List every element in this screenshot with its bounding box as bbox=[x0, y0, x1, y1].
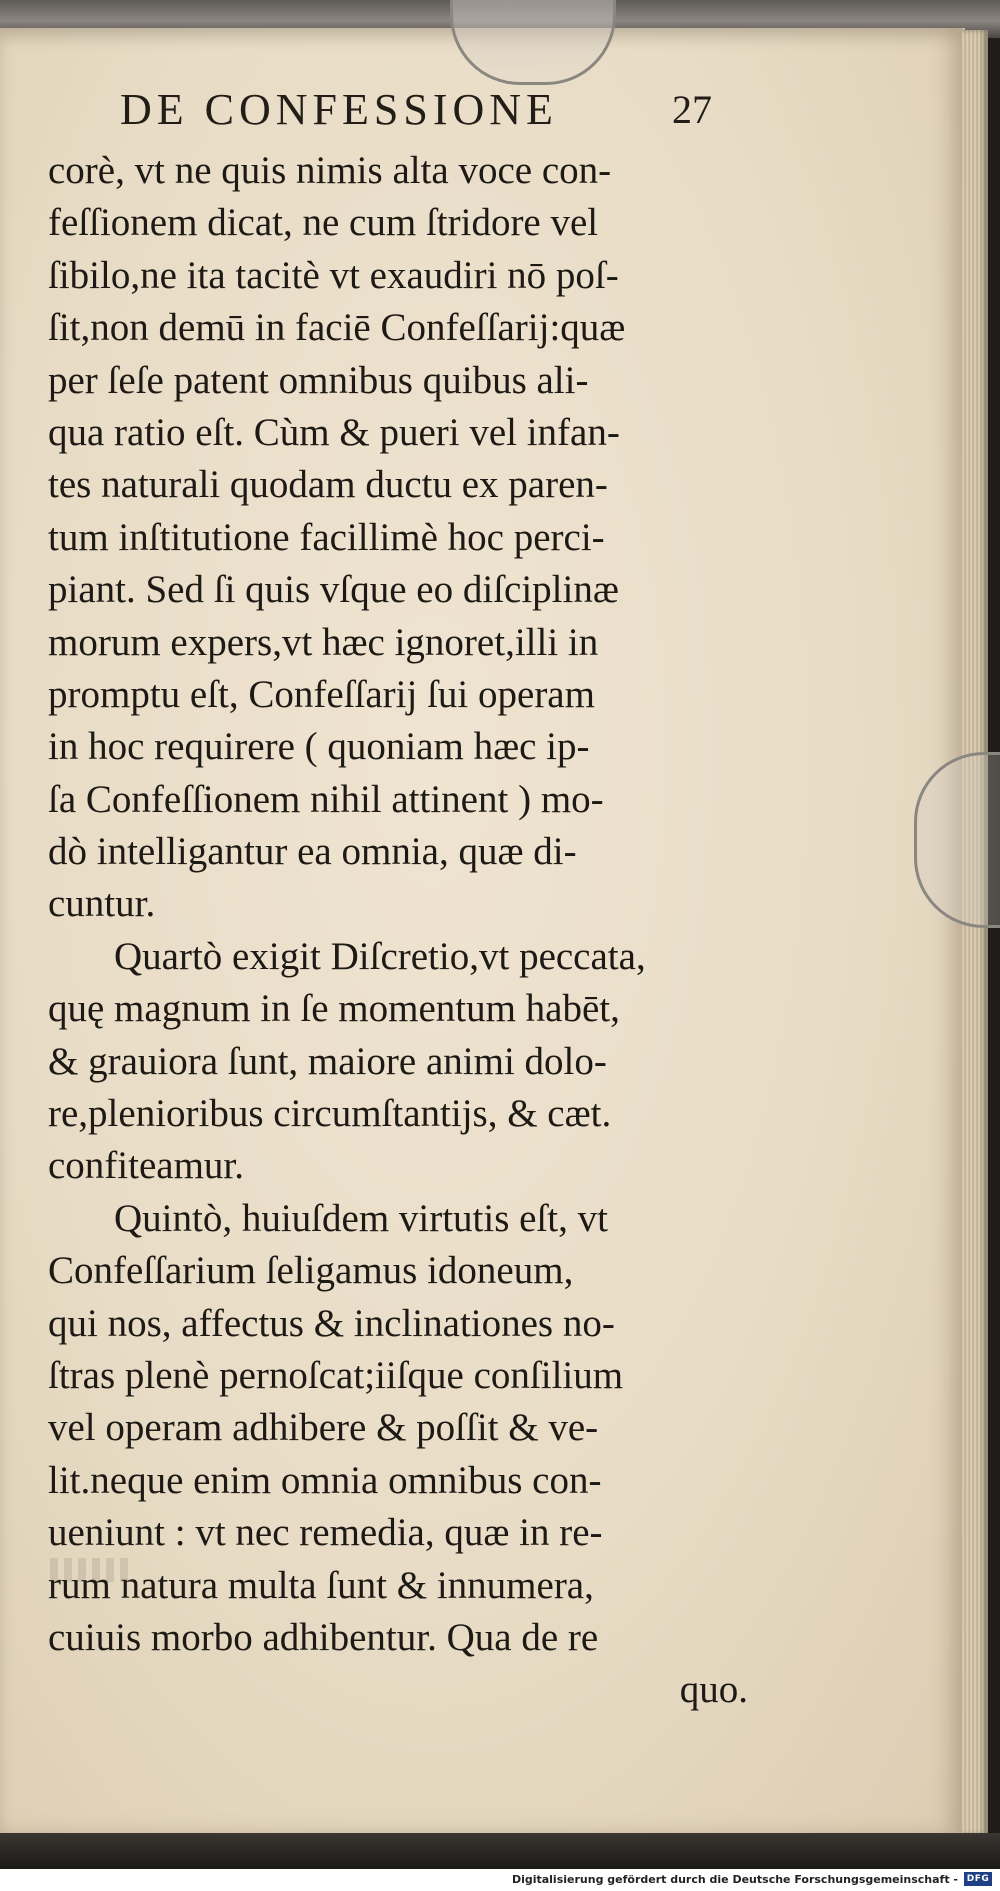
text-line: quę magnum in ſe momentum habēt, bbox=[48, 987, 620, 1031]
text-line: promptu eſt, Confeſſarij ſui operam bbox=[48, 672, 595, 716]
text-line: dò intelligantur ea omnia, quæ di- bbox=[48, 830, 577, 874]
text-line: ueniunt : vt nec remedia, quæ in re- bbox=[48, 1511, 603, 1555]
text-line: ſit,non demū in faciē Confeſſarij:quæ bbox=[48, 306, 626, 350]
digitization-credit: Digitalisierung gefördert durch die Deutsche Forschungsgemeinschaft - bbox=[511, 1873, 958, 1886]
text-line: corè, vt ne quis nimis alta voce con- bbox=[48, 149, 612, 192]
page-stack-edge bbox=[962, 30, 988, 1835]
paragraph-start-line: Quartò exigit Diſcretio,vt peccata, bbox=[114, 934, 646, 978]
running-head: DE CONFESSIONE bbox=[120, 85, 558, 134]
text-line: ſibilo,ne ita tacitè vt exaudiri nō poſ- bbox=[48, 253, 619, 297]
text-line: vel operam adhibere & poſſit & ve- bbox=[48, 1406, 599, 1450]
page-number: 27 bbox=[672, 87, 712, 132]
dfg-logo: DFG bbox=[964, 1872, 992, 1886]
text-line: qui nos, affectus & inclinationes no- bbox=[48, 1301, 615, 1345]
text-line: tum inſtitutione facillimè hoc perci- bbox=[48, 515, 605, 559]
text-line: & grauiora ſunt, maiore animi dolo- bbox=[48, 1039, 607, 1083]
paragraph-start-line: Quintò, huiuſdem virtutis eſt, vt bbox=[114, 1196, 608, 1240]
text-line: in hoc requirere ( quoniam hæc ip- bbox=[48, 725, 590, 769]
text-line: tes naturali quodam ductu ex paren- bbox=[48, 463, 608, 507]
text-line: feſſionem dicat, ne cum ſtridore vel bbox=[48, 201, 599, 245]
text-line: confiteamur. bbox=[48, 1144, 245, 1188]
book-bottom-edge bbox=[0, 1833, 1000, 1869]
text-line: Confeſſarium ſeligamus idoneum, bbox=[48, 1249, 574, 1293]
text-line: cuntur. bbox=[48, 882, 156, 926]
text-line: rum natura multa ſunt & innumera, bbox=[48, 1563, 594, 1607]
text-line: ſtras plenè pernoſcat;iiſque conſilium bbox=[48, 1353, 624, 1397]
text-line: lit.neque enim omnia omnibus con- bbox=[48, 1458, 602, 1502]
text-body bbox=[48, 145, 748, 1717]
text-line: morum expers,vt hæc ignoret,illi in bbox=[48, 620, 599, 664]
text-line: piant. Sed ſi quis vſque eo diſciplinæ bbox=[48, 568, 619, 612]
ink-bleed-through bbox=[50, 1558, 130, 1582]
text-line: qua ratio eſt. Cùm & pueri vel infan- bbox=[48, 410, 620, 454]
text-line: ſa Confeſſionem nihil attinent ) mo- bbox=[48, 777, 604, 821]
text-line: cuiuis morbo adhibentur. Qua de re bbox=[48, 1615, 599, 1659]
catchword: quo. bbox=[679, 1668, 748, 1712]
text-line: per ſeſe patent omnibus quibus ali- bbox=[48, 358, 589, 402]
text-line: re,plenioribus circumſtantijs, & cæt. bbox=[48, 1092, 612, 1136]
